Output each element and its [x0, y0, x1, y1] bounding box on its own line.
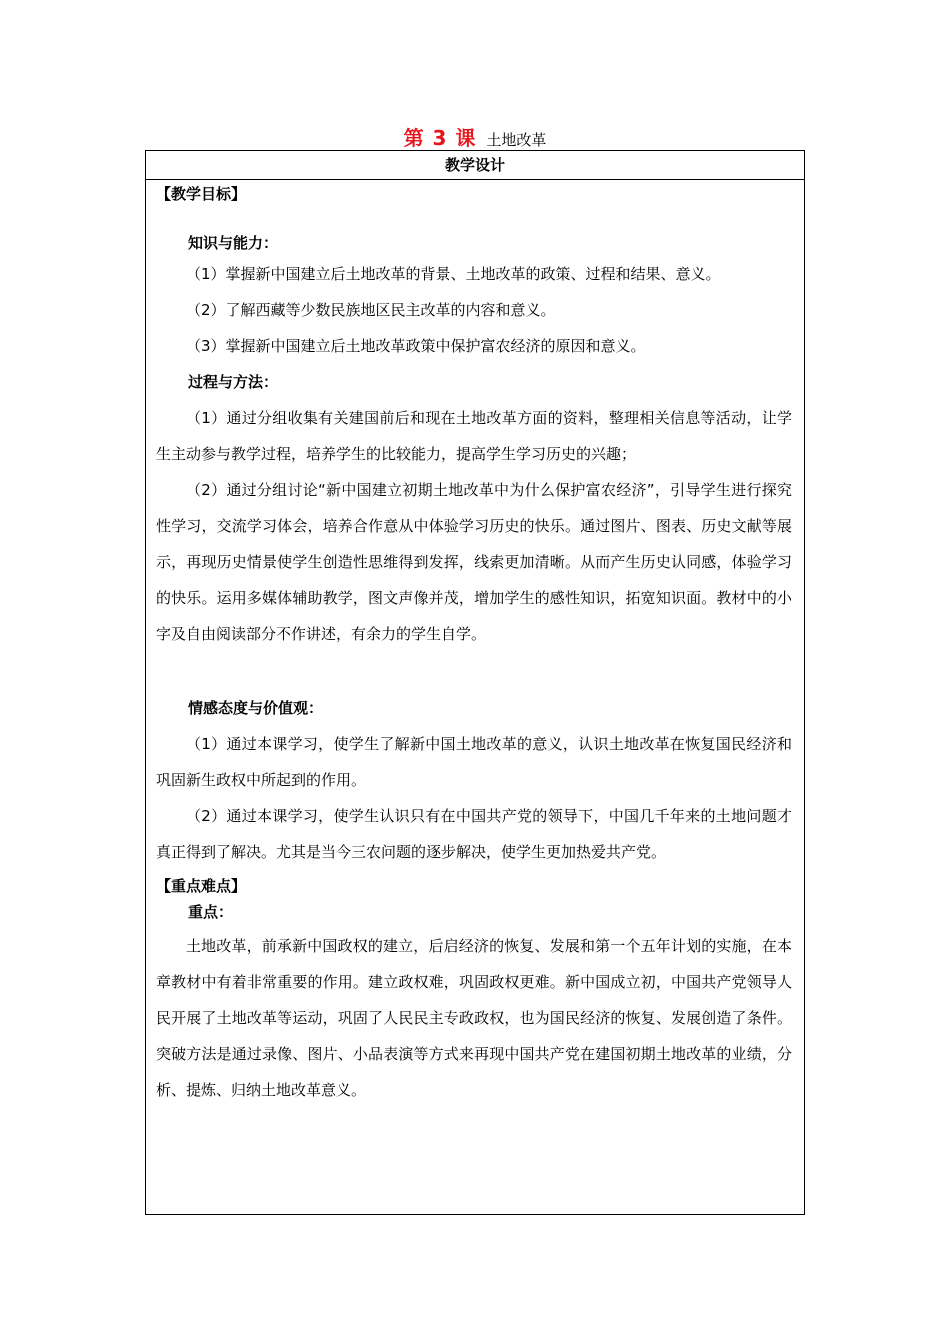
- lesson-number: 第 3 课: [403, 126, 477, 150]
- knowledge-heading: 知识与能力：: [188, 234, 279, 252]
- table-body: [146, 183, 804, 1108]
- key-points-heading: 重点：: [188, 903, 234, 921]
- process-paragraph: （1）通过分组收集有关建国前后和现在土地改革方面的资料，整理相关信息等活动，让学生主动参与教学过程，培养学生的比较能力，提高学生学习历史的兴趣；: [156, 409, 792, 463]
- emotion-heading: 情感态度与价值观：: [188, 699, 324, 717]
- lesson-topic: 土地改革: [486, 131, 547, 149]
- knowledge-item: （3）掌握新中国建立后土地改革政策中保护富农经济的原因和意义。: [186, 337, 646, 355]
- emotion-paragraph: （1）通过本课学习，使学生了解新中国土地改革的意义，认识土地改革在恢复国民经济和巩固新生政权中所起到的作用。: [156, 735, 792, 789]
- design-table: [145, 150, 805, 1215]
- knowledge-item: （1）掌握新中国建立后土地改革的背景、土地改革的政策、过程和结果、意义。: [186, 265, 721, 283]
- process-heading: 过程与方法：: [188, 373, 279, 391]
- key-points-section-title: 【重点难点】: [156, 877, 247, 895]
- objectives-section-title: 【教学目标】: [156, 185, 247, 203]
- emotion-paragraph: （2）通过本课学习，使学生认识只有在中国共产党的领导下，中国几千年来的土地问题才真正得到了解决。尤其是当今三农问题的逐步解决，使学生更加热爱共产党。: [156, 807, 792, 861]
- key-points-paragraph: 土地改革，前承新中国政权的建立，后启经济的恢复、发展和第一个五年计划的实施，在本章教材中有着非常重要的作用。建立政权难，巩固政权更难。新中国成立初，中国共产党领导人民开展了土地改革等运动，巩固了人民民主专政政权，也为国民经济的恢复、发展创造了条件。突破方法是通过录像、图片、小品表演等方式来再现中国共产党在建国初期土地改革的业绩，分析、提炼、归纳土地改革意义。: [156, 937, 792, 1099]
- knowledge-item: （2）了解西藏等少数民族地区民主改革的内容和意义。: [186, 301, 556, 319]
- process-paragraph: （2）通过分组讨论“新中国建立初期土地改革中为什么保护富农经济”，引导学生进行探究性学习，交流学习体会，培养合作意从中体验学习历史的快乐。通过图片、图表、历史文献等展示，再现历史情景使学生创造性思维得到发挥，线索更加清晰。从而产生历史认同感，体验学习的快乐。运用多媒体辅助教学，图文声像并茂，增加学生的感性知识，拓宽知识面。教材中的小字及自由阅读部分不作讲述，有余力的学生自学。: [156, 481, 792, 643]
- table-header: 教学设计: [146, 151, 804, 180]
